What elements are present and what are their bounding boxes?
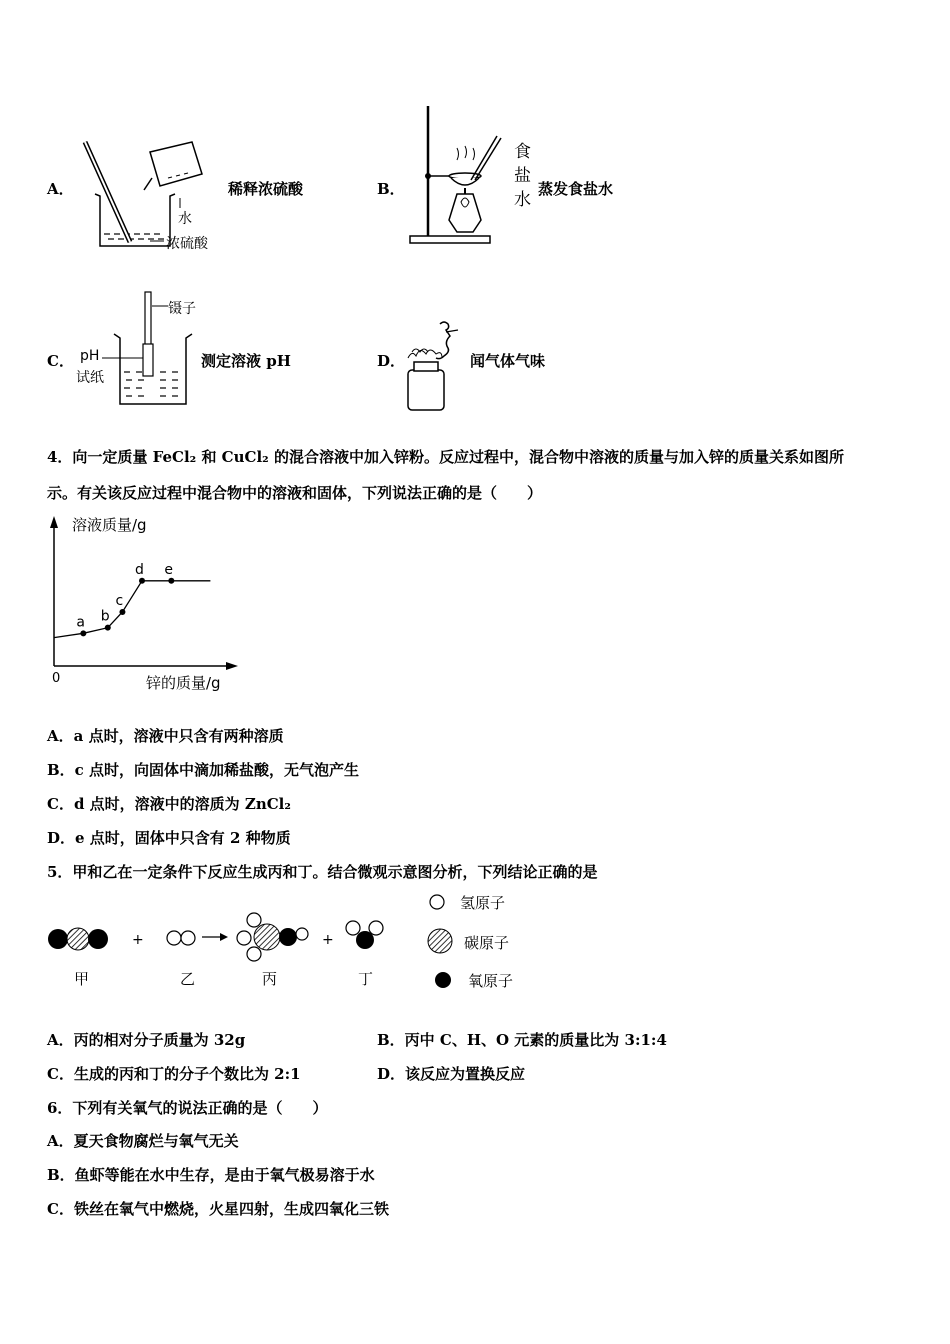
name-yi: 乙	[180, 970, 196, 988]
plus-1: +	[132, 932, 144, 948]
legend-hydrogen-icon	[430, 895, 444, 909]
x-axis-label: 锌的质量/g	[146, 674, 221, 692]
label-salt-water: 食盐水	[514, 142, 531, 210]
name-bing: 丙	[262, 970, 278, 988]
q6-option-c: C．铁丝在氧气中燃烧，火星四射，生成四氧化三铁	[47, 1200, 389, 1218]
q6-option-a: A．夏天食物腐烂与氧气无关	[47, 1132, 239, 1150]
q4-stem-line1: 4．向一定质量 FeCl₂ 和 CuCl₂ 的混合溶液中加入锌粉。反应过程中，混合物中溶液的质量与加入锌的质量关系如图所	[47, 448, 844, 466]
q4-option-a: A．a 点时，溶液中只含有两种溶质	[47, 727, 284, 745]
label-tweezers: 镊子	[168, 301, 196, 317]
x-axis-arrow	[226, 662, 238, 670]
option-b-desc: 蒸发食盐水	[538, 180, 614, 198]
option-d-letter: D．	[377, 352, 406, 370]
molecule-diagram	[40, 888, 560, 998]
reaction-arrow	[202, 933, 228, 941]
q5-option-c: C．生成的丙和丁的分子个数比为 2:1	[47, 1065, 301, 1083]
point-label-e: e	[164, 561, 173, 578]
label-ph-2: 试纸	[76, 370, 104, 386]
q5-option-b: B．丙中 C、H、O 元素的质量比为 3:1:4	[377, 1031, 667, 1049]
point-label-d: d	[135, 561, 144, 578]
point-d	[139, 578, 145, 584]
y-axis-label: 溶液质量/g	[72, 516, 147, 534]
option-d-desc: 闻气体气味	[470, 352, 546, 370]
molecule-bing	[237, 913, 308, 961]
legend-hydrogen: 氢原子	[460, 894, 506, 912]
name-jia: 甲	[74, 970, 90, 988]
zinc-mass-chart	[40, 510, 260, 700]
point-label-b: b	[100, 608, 110, 625]
point-label-c: c	[115, 593, 124, 610]
option-c-desc: 测定溶液 pH	[201, 352, 291, 370]
option-a-letter: A．	[47, 180, 74, 198]
label-conc-sulfuric-acid: 浓硫酸	[166, 236, 208, 252]
q5-option-a: A．丙的相对分子质量为 32g	[47, 1031, 246, 1049]
origin-label: 0	[52, 671, 61, 686]
point-c	[119, 609, 125, 615]
q5-option-d: D．该反应为置换反应	[377, 1065, 526, 1083]
legend-carbon-icon	[428, 929, 452, 953]
option-a-desc: 稀释浓硫酸	[228, 180, 304, 198]
point-label-a: a	[76, 614, 85, 631]
smell-gas-diagram	[402, 318, 470, 414]
q6-stem: 6．下列有关氧气的说法正确的是（ ）	[47, 1099, 328, 1117]
point-a	[80, 630, 86, 636]
q5-stem: 5．甲和乙在一定条件下反应生成丙和丁。结合微观示意图分析，下列结论正确的是	[47, 863, 598, 881]
point-b	[105, 625, 111, 631]
q4-stem-line2: 示。有关该反应过程中混合物中的溶液和固体，下列说法正确的是（ ）	[47, 484, 543, 502]
legend-oxygen-icon	[435, 972, 451, 988]
option-c-letter: C．	[47, 352, 74, 370]
name-ding: 丁	[358, 970, 374, 988]
q4-option-b: B．c 点时，向固体中滴加稀盐酸，无气泡产生	[47, 761, 360, 779]
point-e	[168, 578, 174, 584]
legend-oxygen: 氧原子	[468, 972, 514, 990]
legend-carbon: 碳原子	[464, 934, 510, 952]
evaporation-diagram	[405, 102, 513, 248]
q4-option-c: C．d 点时，溶液中的溶质为 ZnCl₂	[47, 795, 291, 813]
y-axis-arrow	[50, 516, 58, 528]
label-ph-1: pH	[80, 348, 100, 364]
q6-option-b: B．鱼虾等能在水中生存，是由于氧气极易溶于水	[47, 1166, 375, 1184]
molecule-ding	[346, 921, 383, 949]
label-water: 水	[178, 211, 192, 227]
q4-option-d: D．e 点时，固体中只含有 2 种物质	[47, 829, 291, 847]
option-b-letter: B．	[377, 180, 405, 198]
molecule-yi	[167, 931, 195, 945]
molecule-jia	[48, 928, 108, 950]
plus-2: +	[322, 932, 334, 948]
